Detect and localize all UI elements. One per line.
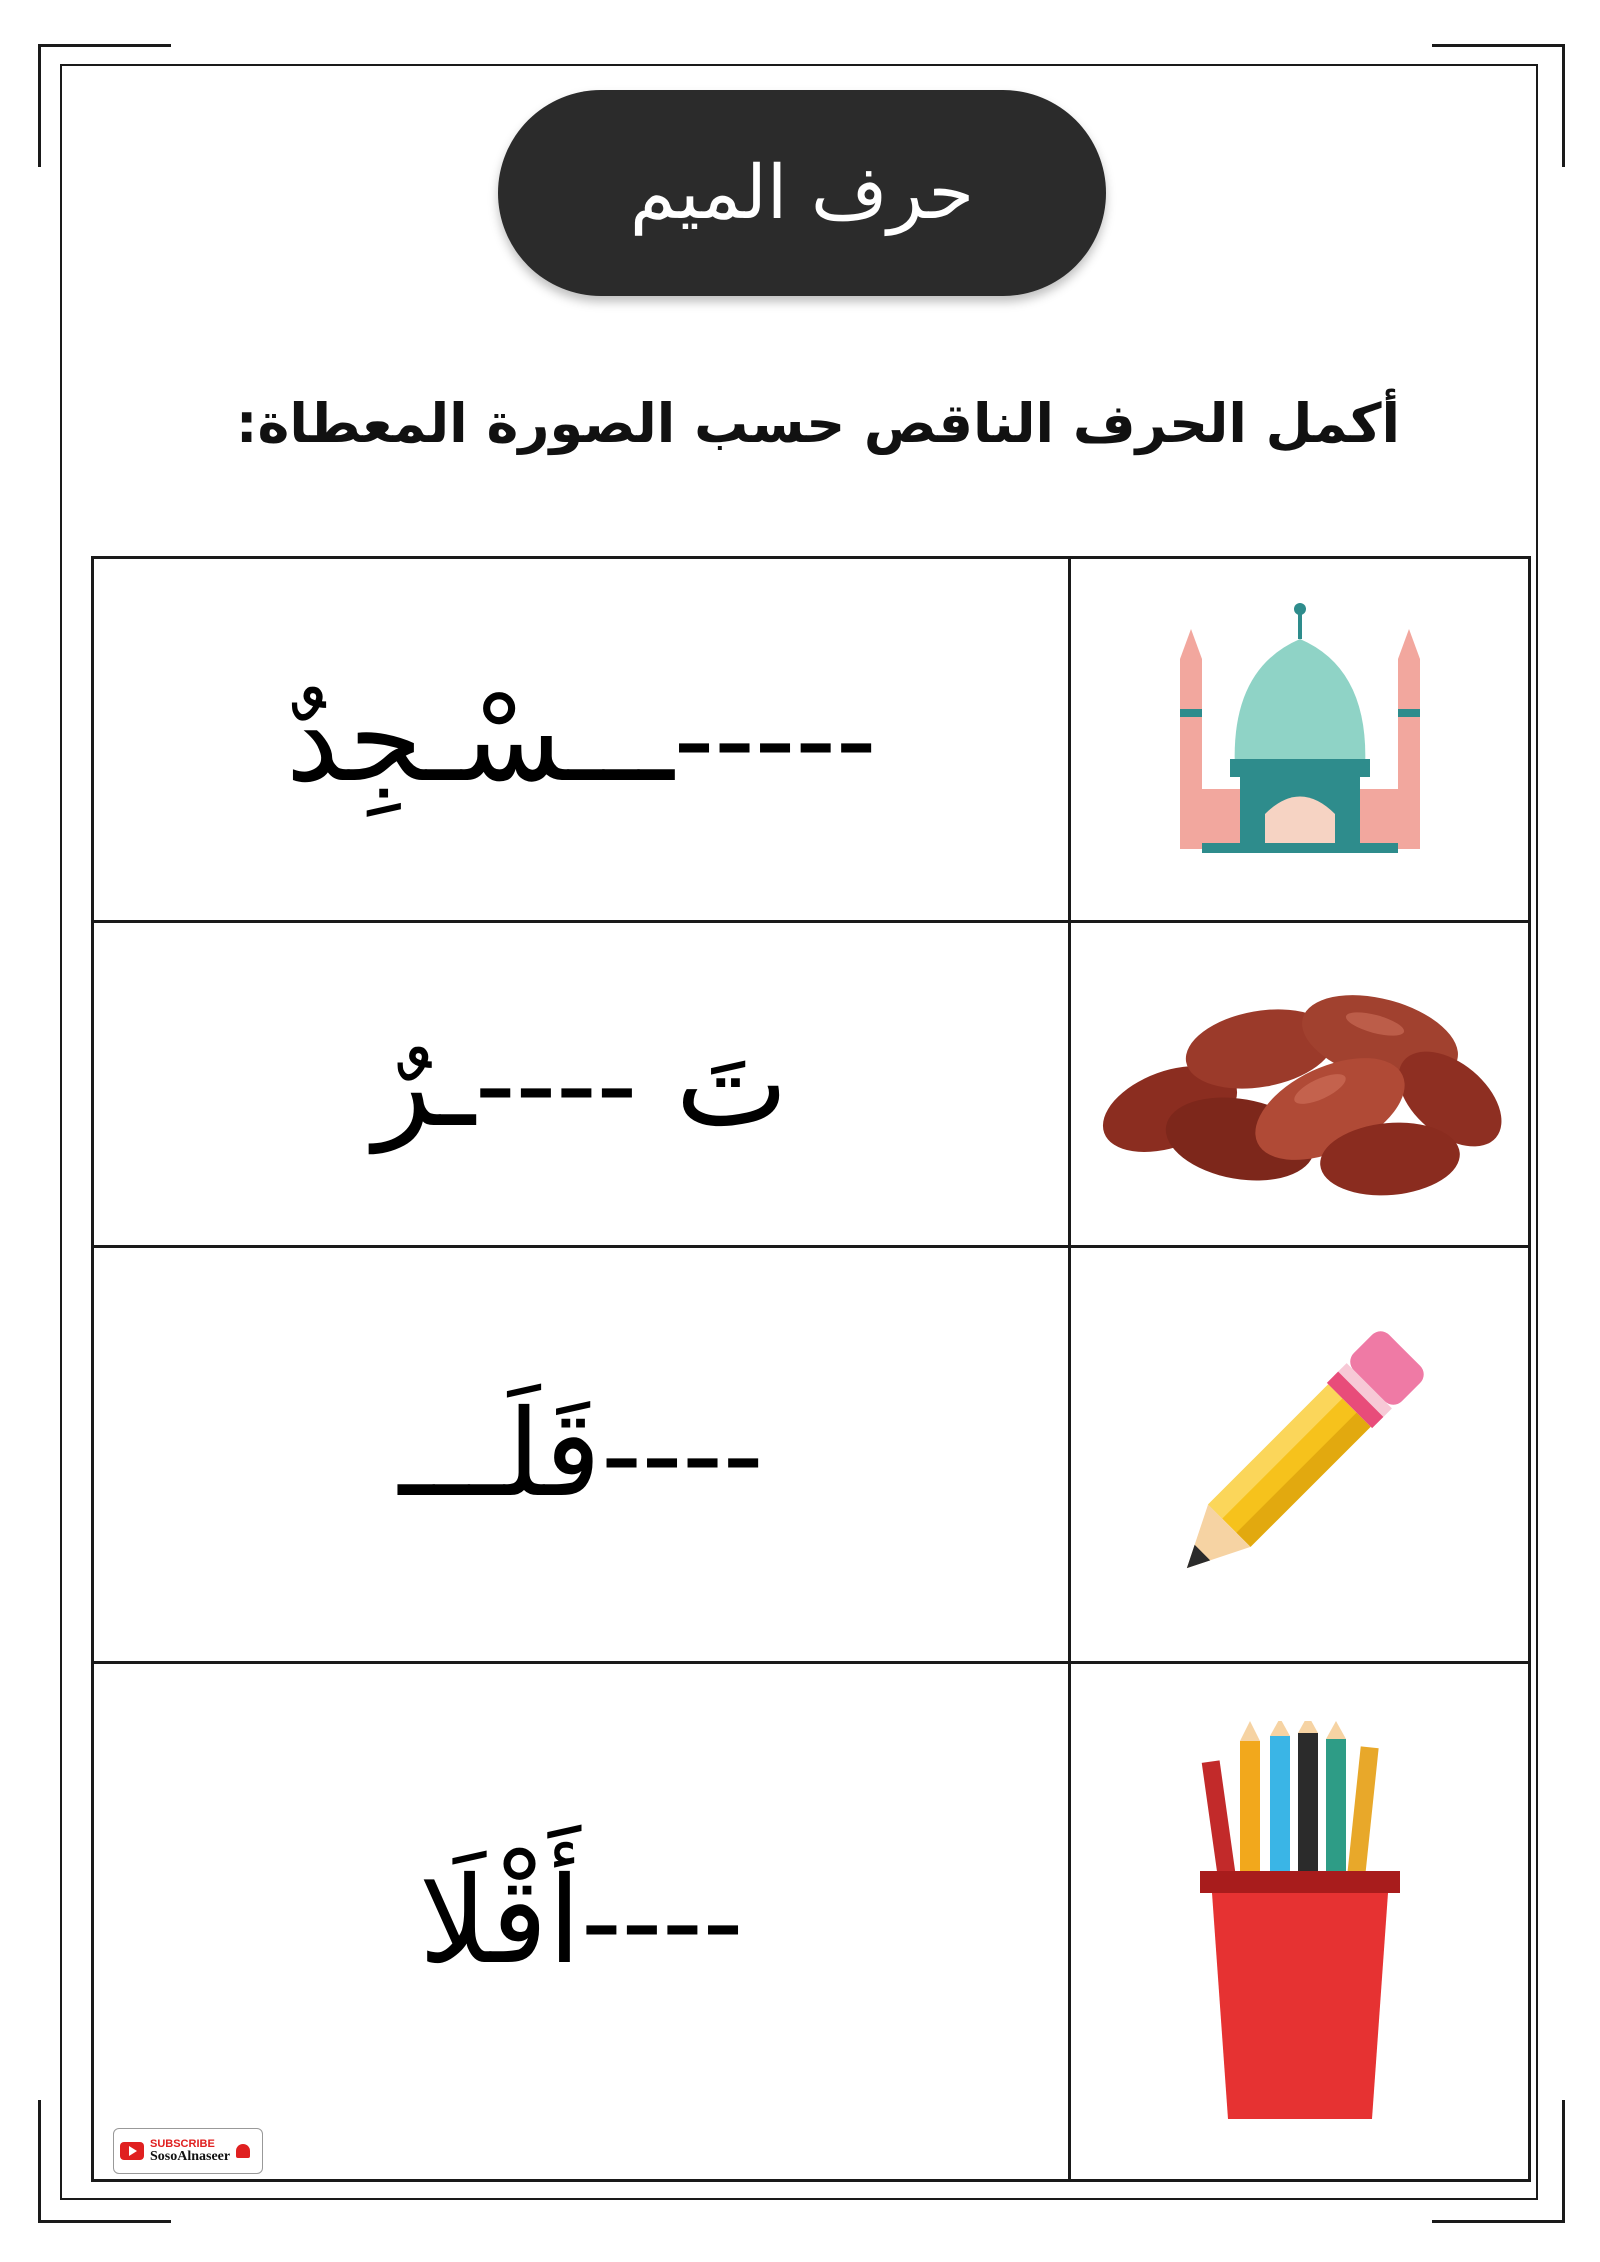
word-cell xyxy=(93,558,1070,922)
table-row xyxy=(93,558,1530,922)
word-cell xyxy=(93,1247,1070,1662)
picture-cell xyxy=(1070,1247,1530,1662)
incomplete-word: تَ ----ـرٌ xyxy=(373,1014,789,1154)
picture-cell xyxy=(1070,1662,1530,2180)
incomplete-word: ـــسْـجِدٌ----- xyxy=(285,669,877,809)
table-row xyxy=(93,1247,1530,1662)
dates-icon xyxy=(1090,959,1510,1209)
table-row xyxy=(93,1662,1530,2180)
table-row xyxy=(93,921,1530,1246)
pencil-cup-icon xyxy=(1190,1721,1410,2121)
instruction-text: أكمل الحرف الناقص حسب الصورة المعطاة: xyxy=(235,392,1400,455)
incomplete-word: أَقْلَا---- xyxy=(418,1851,744,1991)
page-title: حرف الميم xyxy=(629,150,975,236)
word-cell xyxy=(93,1662,1070,2180)
title-banner xyxy=(498,90,1106,296)
channel-name: SosoAlnaseer xyxy=(150,2148,231,2164)
subscribe-label: SUBSCRIBE xyxy=(150,2137,215,2150)
subscribe-text xyxy=(150,2139,230,2164)
bell-icon xyxy=(236,2144,250,2158)
youtube-icon xyxy=(120,2142,144,2160)
exercise-table xyxy=(91,556,1531,2182)
picture-cell xyxy=(1070,558,1530,922)
mosque-icon xyxy=(1160,599,1440,879)
picture-cell xyxy=(1070,921,1530,1246)
pencil-icon xyxy=(1140,1295,1460,1615)
incomplete-word: قَلَـــ---- xyxy=(398,1385,764,1524)
word-cell xyxy=(93,921,1070,1246)
subscribe-badge[interactable] xyxy=(113,2128,263,2174)
